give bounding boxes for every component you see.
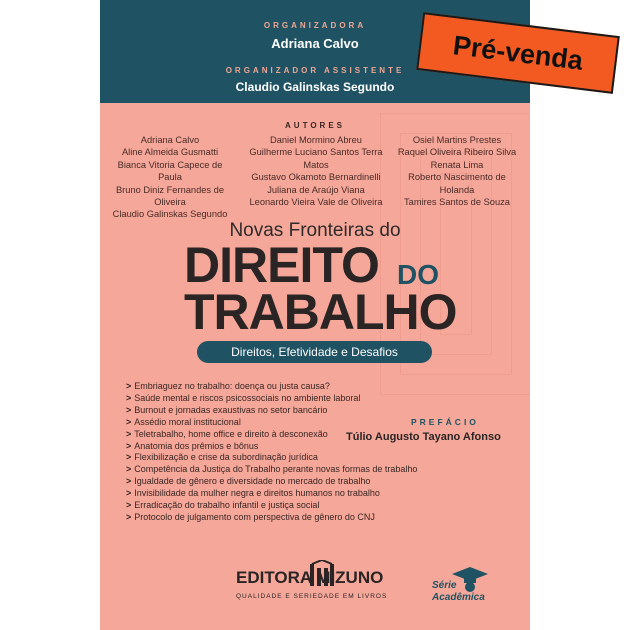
topic-item: > Flexibilização e crise da subordinação jurídica [126,452,318,463]
author-name: Leonardo Vieira Vale de Oliveira [249,197,383,208]
author-name: Daniel Mormino Abreu [270,135,362,145]
topic-item: > Burnout e jornadas exaustivas no setor bancário [126,404,328,415]
title-trabalho: TRABALHO [184,284,457,340]
author-name: Guilherme Luciano Santos Terra Matos [249,147,383,170]
authors-column-1 [110,134,230,221]
preface-name: Túlio Augusto Tayano Afonso [346,431,501,443]
topic-item: > Erradicação do trabalho infantil e justiça social [126,500,320,511]
author-name: Raquel Oliveira Ribeiro Silva [397,147,517,158]
title-direito: DIREITO [184,237,379,293]
topic-item: > Assédio moral institucional [126,416,241,427]
presale-badge-text: Pré-venda [451,30,585,76]
topic-item: > Protocolo de julgamento com perspectiva de gênero do CNJ [126,511,375,522]
subtitle-pill: Direitos, Efetividade e Desafios [197,341,432,363]
organizer-label: ORGANIZADORA [263,21,367,30]
title-pre: Novas Fronteiras do [229,220,401,241]
author-name: Renata Lima [430,159,484,170]
authors-column-3 [394,134,520,208]
topic-item: > Invisibilidade da mulher negra e direitos humanos no trabalho [126,488,380,499]
series-name: Acadêmica [432,592,485,603]
series-label: Série [432,580,457,591]
author-name: Gustavo Okamoto Bernardinelli [251,172,381,183]
topic-item: > Embriaguez no trabalho: doença ou justa causa? [126,381,330,391]
assistant-organizer-label: ORGANIZADOR ASSISTENTE [225,66,405,75]
preface-label: PREFÁCIO [411,417,479,427]
title-do: DO [397,259,439,290]
author-name: Roberto Nascimento de Holanda [408,172,506,195]
authors-column-2 [243,134,389,208]
author-name: Tamires Santos de Souza [404,197,510,208]
author-name: Claudio Galinskas Segundo [112,209,228,220]
publisher-tagline: QUALIDADE E SERIEDADE EM LIVROS [236,593,388,600]
organizer-name: Adriana Calvo [271,36,359,51]
author-name: Adriana Calvo [140,135,200,145]
author-name: Aline Almeida Gusmatti [121,147,219,158]
author-name: Bruno Diniz Fernandes de Oliveira [115,184,224,208]
publisher-name: EDITORA MIZUNO [236,568,384,587]
topic-item: > Saúde mental e riscos psicossociais no ambiente laboral [126,392,361,403]
author-name: Osiel Martins Prestes [412,135,502,145]
topics-list [126,381,417,524]
topic-item: > Competência da Justiça do Trabalho perante novas formas de trabalho [126,464,418,475]
author-name: Juliana de Araújo Viana [267,184,365,195]
book-cover [100,0,530,630]
assistant-organizer-name: Claudio Galinskas Segundo [235,80,395,94]
topic-item: > Anatomia dos prêmios e bônus [126,440,259,451]
topic-item: > Teletrabalho, home office e direito à desconexão [126,428,328,439]
topic-item: > Igualdade de gênero e diversidade no mercado de trabalho [126,476,371,487]
authors-label: AUTORES [285,121,345,130]
author-name: Bianca Vitoria Capece de Paula [117,159,223,183]
